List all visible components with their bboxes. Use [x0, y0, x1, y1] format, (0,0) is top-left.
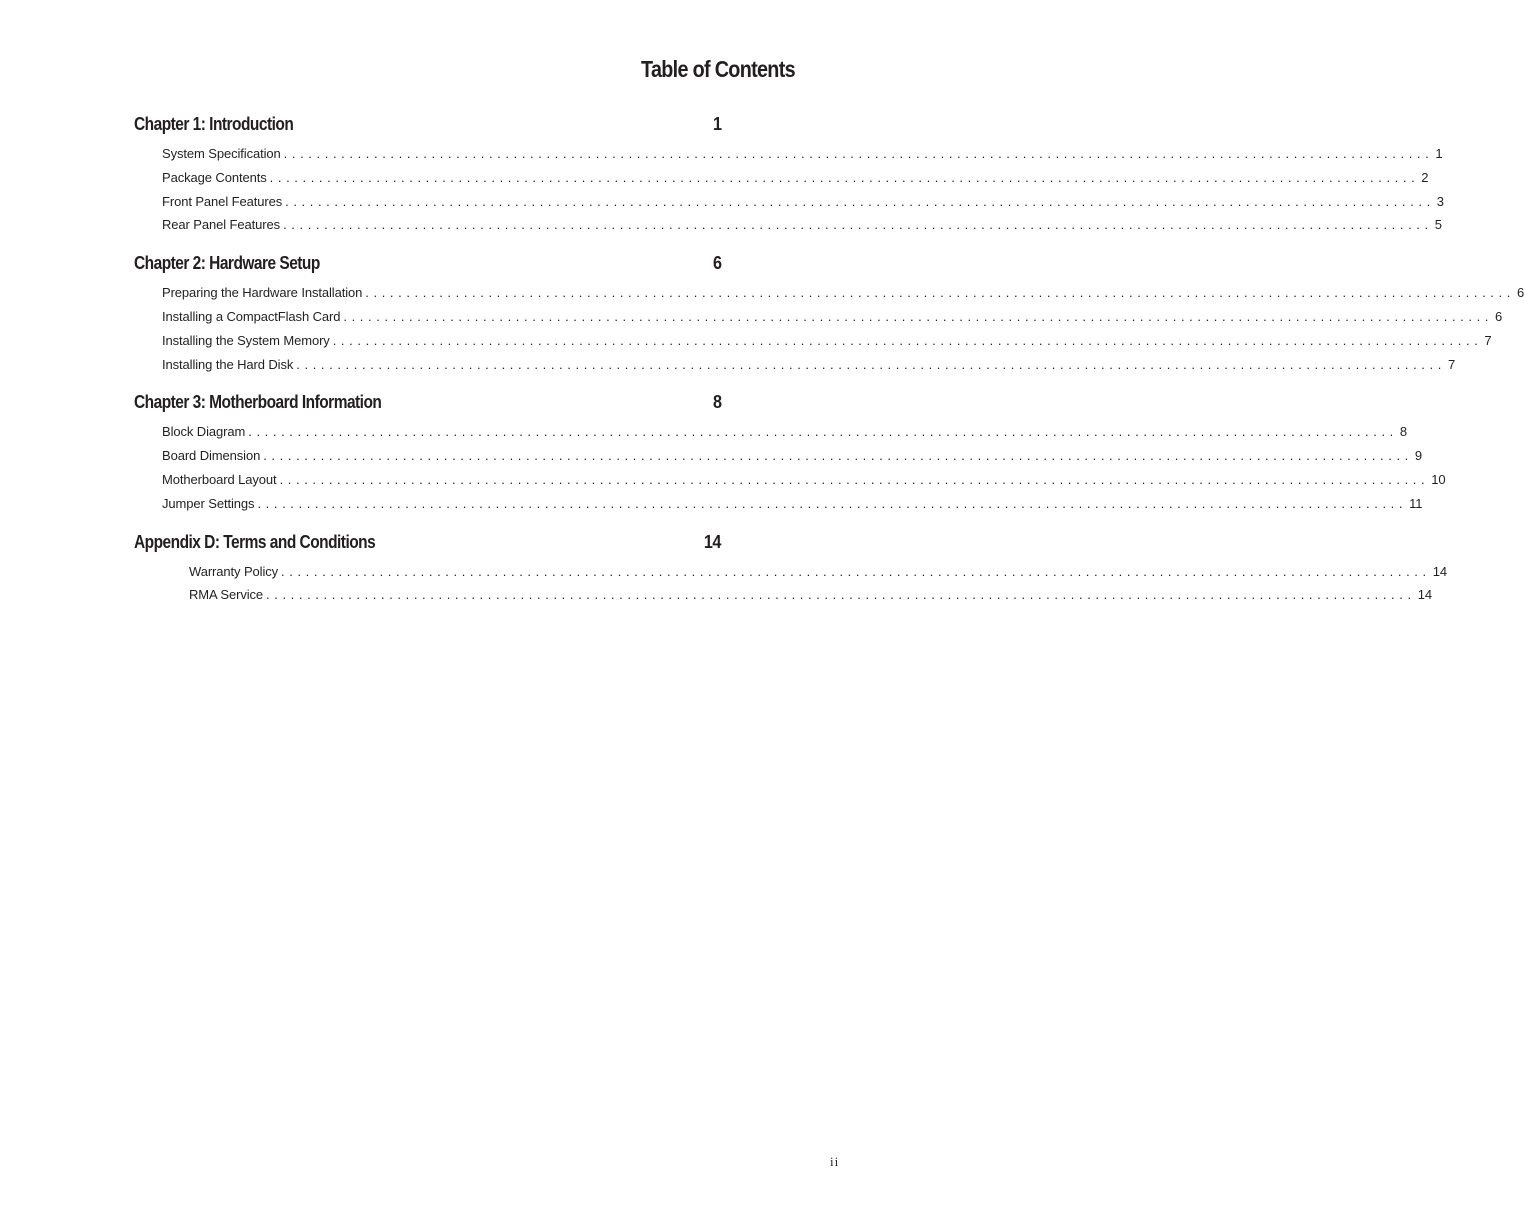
- toc-entry-page: 9: [1414, 448, 1423, 464]
- toc-entry-page: 14: [1432, 563, 1447, 579]
- toc-entry-page: 5: [1434, 217, 1442, 233]
- chapter-page-number: 8: [712, 392, 721, 413]
- chapter-entries: [134, 285, 1524, 380]
- chapter-heading[interactable]: [134, 532, 721, 556]
- toc-entry-label: Installing the Hard Disk: [162, 356, 294, 372]
- dot-leader: ............................................................................................................................................: [281, 563, 1431, 579]
- toc-entry[interactable]: [134, 448, 1423, 472]
- dot-leader: ............................................................................................................................................: [365, 285, 1515, 301]
- toc-entry-label: RMA Service: [189, 587, 264, 603]
- dot-leader: ............................................................................................................................................: [332, 332, 1483, 348]
- chapter-heading[interactable]: [134, 253, 721, 277]
- toc-entry[interactable]: [134, 563, 1447, 588]
- chapter-entries: [134, 146, 1444, 241]
- chapter-title: Chapter 2: Hardware Setup: [134, 253, 320, 274]
- toc-entry-page: 2: [1421, 169, 1429, 185]
- dot-leader: ............................................................................................................................................: [257, 495, 1408, 511]
- chapter-heading[interactable]: [134, 114, 721, 138]
- toc-entry-label: Preparing the Hardware Installation: [162, 285, 363, 301]
- toc-entry[interactable]: [134, 587, 1432, 611]
- toc-entry[interactable]: [134, 169, 1429, 194]
- chapter-page-number: 1: [712, 114, 721, 134]
- toc-entry[interactable]: [134, 217, 1442, 241]
- toc-entry[interactable]: [134, 332, 1492, 357]
- table-of-contents: [134, 114, 1524, 623]
- toc-entry[interactable]: [134, 146, 1443, 170]
- chapter-entries: [134, 563, 1447, 612]
- toc-entry[interactable]: [134, 356, 1456, 381]
- chapter-section: [134, 253, 1524, 380]
- dot-leader: ............................................................................................................................................: [263, 448, 1413, 464]
- toc-entry-page: 6: [1495, 308, 1503, 324]
- dot-leader: ............................................................................................................................................: [266, 587, 1416, 603]
- toc-entry-page: 10: [1431, 471, 1446, 487]
- toc-entry-label: Jumper Settings: [162, 495, 255, 511]
- toc-entry-label: Block Diagram: [162, 424, 246, 440]
- dot-leader: ............................................................................................................................................: [296, 356, 1446, 372]
- toc-entry-label: Front Panel Features: [162, 193, 283, 209]
- chapter-entries: [134, 424, 1446, 519]
- toc-entry-label: Motherboard Layout: [162, 471, 277, 487]
- chapter-page-number: 14: [704, 531, 721, 552]
- toc-entry-page: 1: [1435, 146, 1443, 161]
- toc-entry-page: 3: [1436, 193, 1444, 209]
- chapter-title: Chapter 3: Motherboard Information: [134, 392, 382, 413]
- toc-entry-page: 14: [1417, 587, 1432, 603]
- toc-entry[interactable]: [134, 193, 1444, 218]
- dot-leader: ............................................................................................................................................: [279, 471, 1430, 487]
- toc-entry[interactable]: [134, 285, 1524, 309]
- toc-entry-label: System Specification: [162, 146, 281, 161]
- chapter-section: [134, 531, 1447, 612]
- toc-entry-label: Warranty Policy: [189, 563, 279, 579]
- toc-entry-page: 7: [1484, 332, 1492, 348]
- page-number: ii: [830, 1154, 840, 1169]
- toc-entry-label: Installing the System Memory: [162, 332, 330, 348]
- dot-leader: ............................................................................................................................................: [343, 308, 1494, 324]
- toc-entry[interactable]: [134, 471, 1446, 496]
- toc-entry-page: 11: [1409, 495, 1423, 511]
- dot-leader: ............................................................................................................................................: [283, 146, 1434, 161]
- dot-leader: ............................................................................................................................................: [269, 169, 1420, 185]
- page-title: Table of Contents: [641, 56, 795, 82]
- toc-entry-page: 8: [1399, 424, 1408, 440]
- dot-leader: ............................................................................................................................................: [283, 217, 1433, 233]
- toc-entry-label: Rear Panel Features: [162, 217, 281, 233]
- toc-entry[interactable]: [134, 308, 1503, 333]
- toc-entry-label: Package Contents: [162, 169, 267, 185]
- toc-entry[interactable]: [134, 495, 1423, 520]
- dot-leader: ............................................................................................................................................: [248, 424, 1398, 440]
- chapter-heading[interactable]: [134, 392, 721, 416]
- chapter-section: [134, 114, 1444, 241]
- chapter-section: [134, 392, 1446, 519]
- chapter-title: Chapter 1: Introduction: [134, 114, 294, 134]
- toc-entry[interactable]: [134, 424, 1408, 448]
- toc-entry-page: 6: [1516, 285, 1524, 301]
- chapter-page-number: 6: [712, 253, 721, 274]
- chapter-title: Appendix D: Terms and Conditions: [134, 531, 376, 552]
- dot-leader: ............................................................................................................................................: [285, 193, 1435, 209]
- toc-entry-label: Installing a CompactFlash Card: [162, 308, 341, 324]
- toc-entry-label: Board Dimension: [162, 448, 261, 464]
- toc-entry-page: 7: [1447, 356, 1456, 372]
